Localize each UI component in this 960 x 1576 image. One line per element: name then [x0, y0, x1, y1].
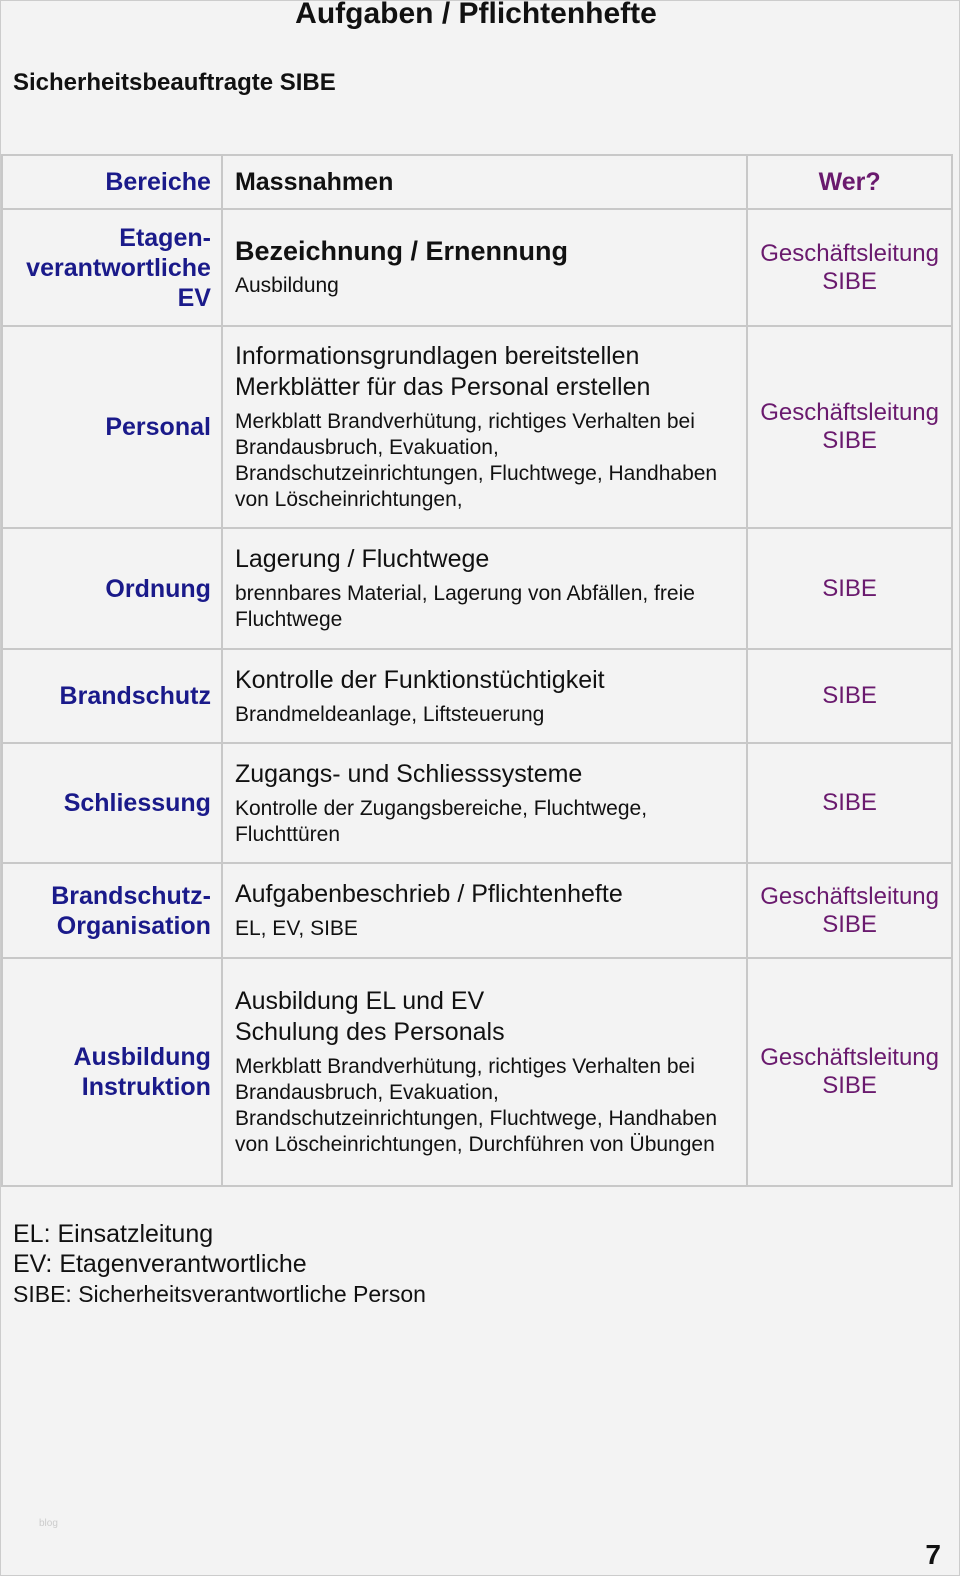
row-who — [747, 209, 952, 326]
header-area: Bereiche — [2, 155, 222, 209]
row-measures — [222, 958, 747, 1186]
page-subtitle: Sicherheitsbeauftragte SIBE — [13, 69, 336, 96]
measure-heading: Schulung des Personals — [234, 1018, 505, 1046]
legend-el: EL: Einsatzleitung — [13, 1220, 214, 1248]
table-header-row — [2, 155, 952, 209]
measure-description: brennbares Material, Lagerung von Abfällen, freie Fluchtwege — [234, 582, 695, 631]
responsible-party: SIBE — [822, 910, 877, 938]
area-line: Brandschutz — [59, 682, 211, 710]
measure-description: EL, EV, SIBE — [234, 917, 358, 940]
responsible-party: SIBE — [822, 574, 877, 602]
row-who — [747, 863, 952, 958]
table-row — [2, 649, 952, 743]
responsible-party: Geschäftsleitung — [760, 239, 939, 267]
header-who: Wer? — [747, 155, 952, 209]
page-title: Aufgaben / Pflichtenhefte — [295, 0, 657, 30]
abbreviation-legend — [13, 1219, 426, 1309]
row-who — [747, 326, 952, 528]
area-line: Instruktion — [81, 1073, 211, 1101]
legend-sibe: SIBE: Sicherheitsverantwortliche Person — [13, 1281, 426, 1307]
row-measures — [222, 863, 747, 958]
row-area — [2, 209, 222, 326]
measure-heading: Bezeichnung / Ernennung — [234, 236, 568, 266]
area-line: Ordnung — [105, 574, 211, 603]
table-row — [2, 863, 952, 958]
row-area — [2, 958, 222, 1186]
responsible-party: Geschäftsleitung — [760, 882, 939, 910]
table-row — [2, 209, 952, 326]
area-line: Etagen- — [119, 223, 211, 252]
legend-ev: EV: Etagenverantwortliche — [13, 1250, 307, 1278]
measure-heading: Merkblätter für das Personal erstellen — [234, 373, 651, 401]
measure-description: Ausbildung — [234, 274, 339, 297]
row-area — [2, 649, 222, 743]
header-measures: Massnahmen — [222, 155, 747, 209]
row-measures — [222, 649, 747, 743]
row-measures — [222, 326, 747, 528]
area-line: Ausbildung — [73, 1043, 211, 1071]
measure-heading: Informationsgrundlagen bereitstellen — [234, 342, 640, 370]
area-line: Organisation — [56, 911, 211, 940]
measure-heading: Aufgabenbeschrieb / Pflichtenhefte — [234, 880, 623, 908]
measure-description: Brandmeldeanlage, Liftsteuerung — [234, 702, 545, 726]
measure-heading: Lagerung / Fluchtwege — [234, 545, 490, 573]
responsible-party: SIBE — [822, 267, 877, 295]
responsible-party: SIBE — [822, 427, 877, 454]
measure-heading: Ausbildung EL und EV — [234, 987, 485, 1015]
row-who — [747, 528, 952, 649]
responsible-party: SIBE — [822, 789, 877, 816]
page-number: 7 — [925, 1539, 941, 1570]
row-area — [2, 528, 222, 649]
row-measures — [222, 209, 747, 326]
measure-description: Merkblatt Brandverhütung, richtiges Verhalten bei Brandausbruch, Evakuation, Brandschutzeinrichtungen, Fluchtwege, Handhaben von Löscheinrichtungen, — [234, 410, 718, 511]
area-line: Schliessung — [63, 789, 211, 817]
table-row — [2, 326, 952, 528]
row-who — [747, 649, 952, 743]
responsible-party: Geschäftsleitung — [760, 1044, 939, 1071]
area-line: EV — [177, 283, 211, 312]
area-line: Personal — [105, 413, 211, 441]
duties-table — [1, 154, 953, 1187]
row-who — [747, 958, 952, 1186]
measure-heading: Zugangs- und Schliesssysteme — [234, 759, 583, 788]
watermark: blog — [39, 1518, 58, 1529]
row-who — [747, 743, 952, 863]
area-line: verantwortliche — [26, 253, 211, 282]
table-row — [2, 528, 952, 649]
responsible-party: SIBE — [822, 682, 877, 709]
table-row — [2, 743, 952, 863]
measure-description: Kontrolle der Zugangsbereiche, Fluchtwege, Fluchttüren — [234, 796, 648, 846]
measure-description: Merkblatt Brandverhütung, richtiges Verhalten bei Brandausbruch, Evakuation, Brandschutzeinrichtungen, Fluchtwege, Handhaben von Löscheinrichtungen, Durchführen von Übungen — [234, 1055, 718, 1156]
row-area — [2, 863, 222, 958]
table-row — [2, 958, 952, 1186]
measure-heading: Kontrolle der Funktionstüchtigkeit — [234, 665, 605, 694]
row-measures — [222, 743, 747, 863]
responsible-party: Geschäftsleitung — [760, 399, 939, 426]
responsible-party: SIBE — [822, 1072, 877, 1099]
row-area — [2, 326, 222, 528]
area-line: Brandschutz- — [51, 881, 211, 910]
row-area — [2, 743, 222, 863]
row-measures — [222, 528, 747, 649]
